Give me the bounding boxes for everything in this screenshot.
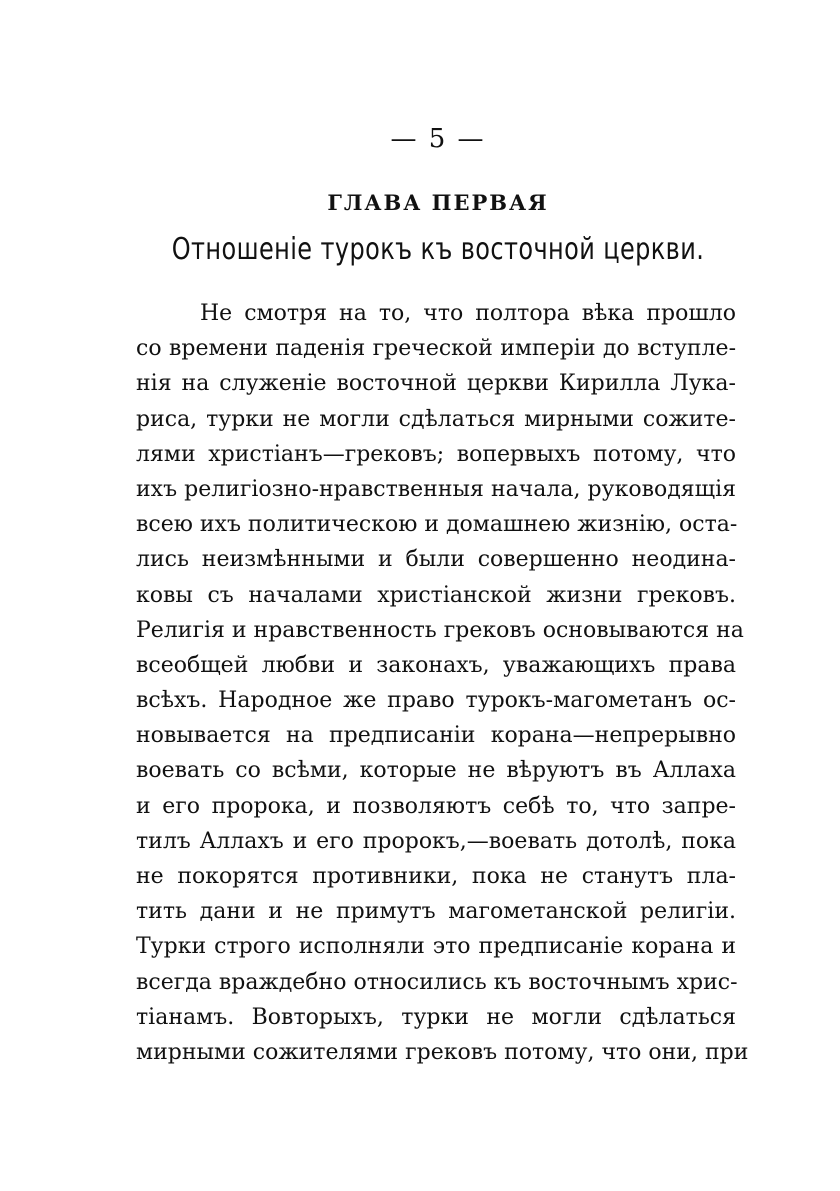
text-line: риса, турки не могли сдѣлаться мирными сожите- [136, 406, 736, 432]
text-line: ихъ религіозно-нравственныя начала, руководящія [136, 476, 736, 502]
text-line: воевать со всѣми, которые не вѣруютъ въ Аллаха [136, 758, 736, 784]
text-line: и его пророка, и позволяютъ себѣ то, что запре- [136, 793, 736, 819]
text-line: лями христіанъ—грековъ; вопервыхъ потому, что [136, 441, 736, 467]
text-line: всею ихъ политическою и домашнею жизнію, оста- [136, 512, 738, 538]
text-line: лись неизмѣнными и были совершенно неодина- [136, 547, 736, 573]
body-text [136, 296, 749, 1070]
text-line: Религія и нравственность грековъ основываются на [136, 617, 744, 643]
text-line: со времени паденія греческой имперіи до вступле- [136, 336, 736, 362]
text-line: мирными сожителями грековъ потому, что они, при [136, 1039, 749, 1065]
chapter-subtitle: Отношеніе турокъ къ восточной церкви. [171, 232, 705, 267]
page-number: — 5 — [390, 124, 486, 154]
text-line: тить дани и не примутъ магометанской религіи. [136, 899, 736, 925]
text-line: всеобщей любви и законахъ, уважающихъ права [136, 652, 736, 678]
chapter-heading: ГЛАВА ПЕРВАЯ [327, 190, 549, 215]
text-line: новывается на предписаніи корана—непрерывно [136, 723, 736, 749]
text-line: тіанамъ. Вовторыхъ, турки не могли сдѣлаться [136, 1004, 736, 1030]
text-line: тилъ Аллахъ и его пророкъ,—воевать дотолѣ, пока [136, 828, 736, 854]
text-line: ковы съ началами христіанской жизни грековъ. [136, 582, 736, 608]
text-line: всегда враждебно относились къ восточнымъ хрис- [136, 969, 738, 995]
text-line: Турки строго исполняли это предписаніе корана и [136, 934, 736, 960]
text-line: нія на служеніе восточной церкви Кирилла Лука- [136, 371, 736, 397]
text-line: Не смотря на то, что полтора вѣка прошло [200, 301, 736, 326]
text-line: не покорятся противники, пока не станутъ пла- [136, 864, 736, 889]
text-line: всѣхъ. Народное же право турокъ-магометанъ ос- [136, 688, 736, 714]
